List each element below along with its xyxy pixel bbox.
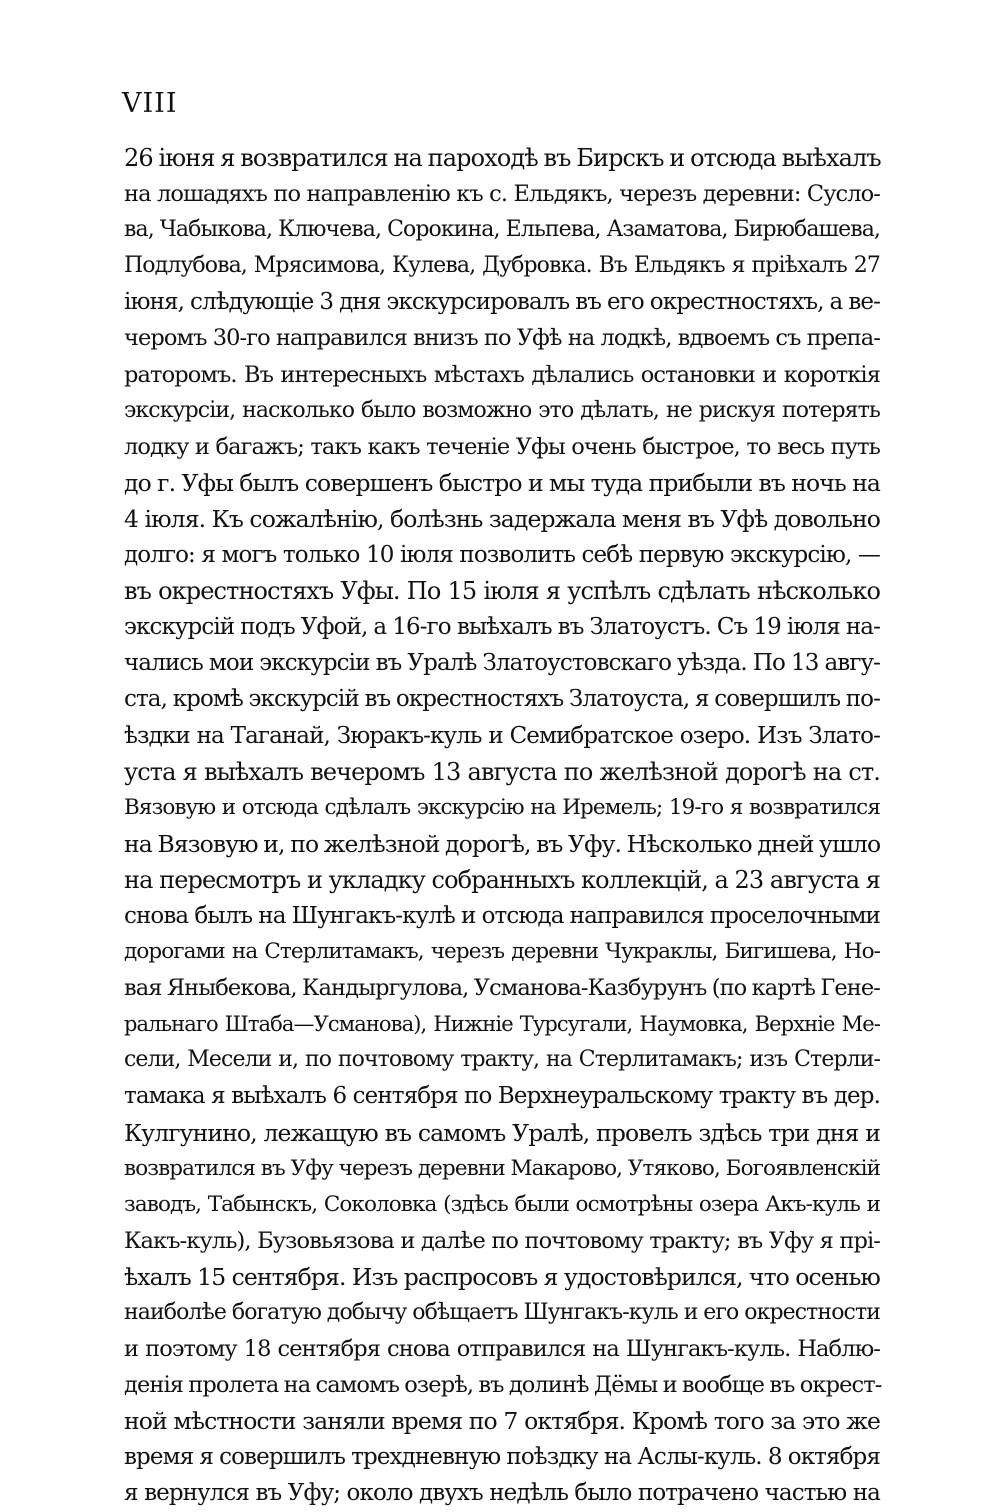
- text-line: возвратился въ Уфу черезъ деревни Макарово, Утяково, Богоявленскій: [124, 1155, 880, 1181]
- text-line: лодку и багажъ; такъ какъ теченіе Уфы очень быстрое, то весь путь: [124, 433, 880, 460]
- text-line: 4 іюля. Къ сожалѣнію, болѣзнь задержала меня въ Уфѣ довольно: [124, 504, 880, 533]
- text-line: раторомъ. Въ интересныхъ мѣстахъ дѣлались остановки и короткія: [124, 361, 880, 388]
- text-line: ѣздки на Таганай, Зюракъ-куль и Семибратское озеро. Изъ Злато-: [124, 722, 880, 749]
- text-line: іюня, слѣдующіе 3 дня экскурсировалъ въ его окрестностяхъ, а ве-: [124, 289, 880, 316]
- text-line: денія пролета на самомъ озерѣ, въ долинѣ Дёмы и вообще въ окрест-: [124, 1372, 882, 1399]
- text-line: сели, Месели и, по почтовому тракту, на Стерлитамакъ; изъ Стерли-: [124, 1047, 880, 1073]
- text-line: ва, Чабыкова, Ключева, Сорокина, Ельпева, Азаматова, Бирюбашева,: [124, 217, 880, 243]
- text-line: Кулгунино, лежащую въ самомъ Уралѣ, провелъ здѣсь три дня и: [124, 1118, 880, 1147]
- text-line: тамака я выѣхалъ 6 сентября по Верхнеуральскому тракту въ дер.: [124, 1083, 880, 1110]
- text-line: ральнаго Штаба—Усманова), Нижніе Турсугали, Наумовка, Верхніе Ме-: [124, 1012, 880, 1037]
- text-line: чались мои экскурсіи въ Уралѣ Златоустовскаго уѣзда. По 13 авгу-: [124, 650, 880, 677]
- text-line: снова былъ на Шунгакъ-кулѣ и отсюда направился проселочными: [124, 902, 880, 929]
- text-line: черомъ 30-го направился внизъ по Уфѣ на лодкѣ, вдвоемъ съ препа-: [124, 325, 880, 352]
- page-number: VIII: [122, 88, 178, 119]
- text-line: заводъ, Табынскъ, Соколовка (здѣсь были осмотрѣны озера Акъ-куль и: [124, 1191, 880, 1217]
- text-line: ной мѣстности заняли время по 7 октября. Кромѣ того за это же: [124, 1407, 880, 1436]
- text-line: въ окрестностяхъ Уфы. По 15 іюля я успѣлъ сдѣлать нѣсколько: [124, 577, 880, 606]
- body-text: [124, 140, 880, 1512]
- text-line: Какъ-куль), Бузовьязова и далѣе по почтовому тракту; въ Уфу я прі-: [124, 1227, 880, 1254]
- text-line: дорогами на Стерлитамакъ, черезъ деревни Чукраклы, Бигишева, Но-: [124, 939, 880, 965]
- text-line: ѣхалъ 15 сентября. Изъ распросовъ я удостовѣрился, что осенью: [124, 1262, 880, 1291]
- text-line: уста я выѣхалъ вечеромъ 13 августа по желѣзной дорогѣ на ст.: [124, 757, 880, 786]
- text-line: Подлубова, Мрясимова, Кулева, Дубровка. Въ Ельдякъ я пріѣхалъ 27: [124, 253, 880, 279]
- text-line: Вязовую и отсюда сдѣлалъ экскурсію на Иремель; 19-го я возвратился: [124, 794, 880, 820]
- text-line: до г. Уфы былъ совершенъ быстро и мы туда прибыли въ ночь на: [124, 468, 880, 497]
- text-line: и поэтому 18 сентября снова отправился на Шунгакъ-куль. Наблю-: [124, 1336, 880, 1363]
- text-line: 26 іюня я возвратился на пароходѣ въ Бирскъ и отсюда выѣхалъ: [124, 144, 881, 172]
- text-line: на пересмотръ и укладку собранныхъ коллекцій, а 23 августа я: [124, 865, 880, 894]
- text-line: время я совершилъ трехдневную поѣздку на Аслы-куль. 8 октября: [124, 1444, 880, 1471]
- text-line: вая Яныбекова, Кандыргулова, Усманова-Казбурунъ (по картѣ Гене-: [124, 975, 880, 1002]
- text-line: экскурсіи, насколько было возможно это дѣлать, не рискуя потерять: [124, 397, 880, 423]
- text-line: долго: я могъ только 10 іюля позволить себѣ первую экскурсію, —: [124, 542, 880, 569]
- text-line: я вернулся въ Уфу; около двухъ недѣль было потрачено частью на: [124, 1480, 880, 1507]
- text-line: экскурсій подъ Уфой, а 16-го выѣхалъ въ Златоустъ. Съ 19 іюля на-: [124, 614, 880, 641]
- text-line: на лошадяхъ по направленію къ с. Ельдякъ, черезъ деревни: Сусло-: [124, 181, 880, 208]
- text-line: на Вязовую и, по желѣзной дорогѣ, въ Уфу. Нѣсколько дней ушло: [124, 829, 881, 858]
- text-line: ста, кромѣ экскурсій въ окрестностяхъ Златоуста, я совершилъ по-: [124, 686, 880, 713]
- text-line: наиболѣе богатую добычу обѣщаетъ Шунгакъ-куль и его окрестности: [124, 1300, 880, 1325]
